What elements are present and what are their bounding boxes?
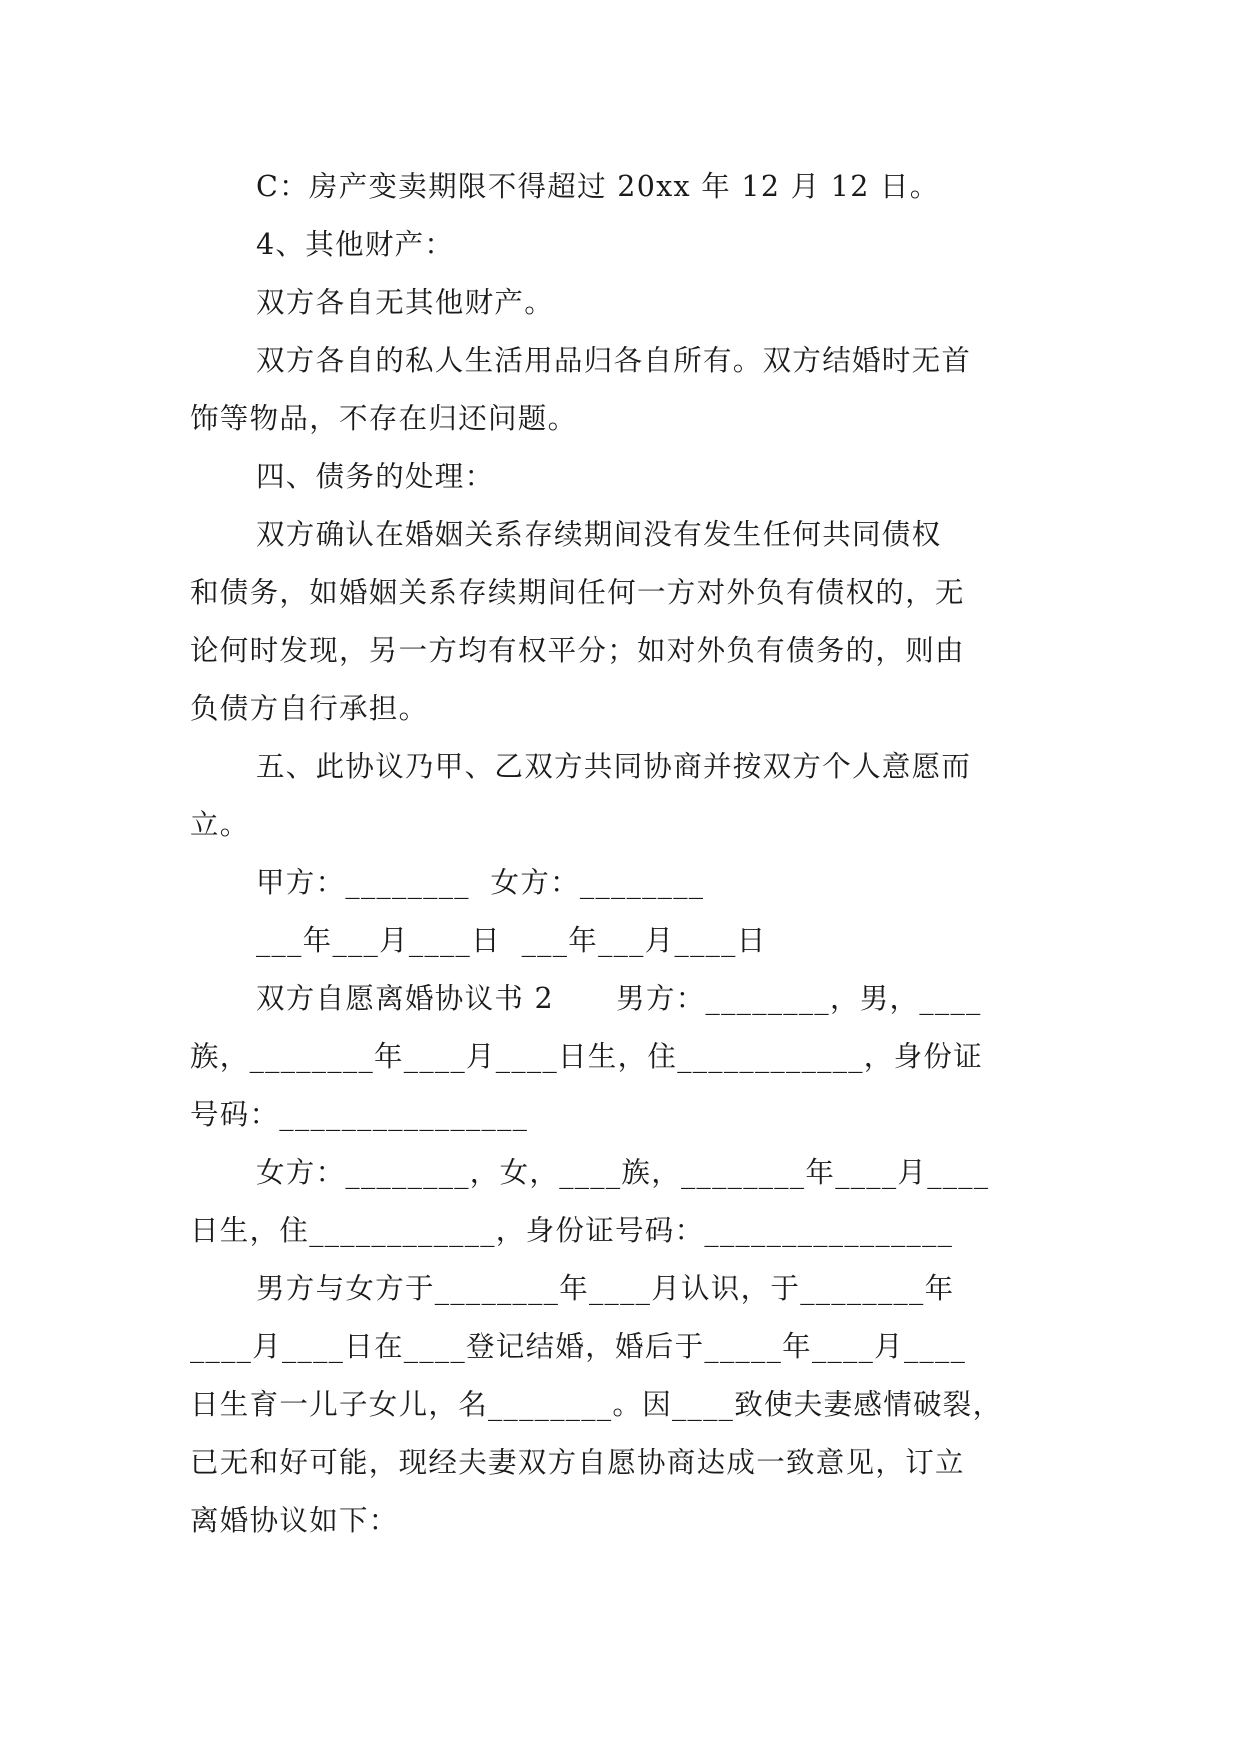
text-line: 女方：________，女，____族，________年____月____ (256, 1156, 990, 1189)
text-line: 和债务，如婚姻关系存续期间任何一方对外负有债权的，无 (190, 576, 965, 609)
text-line: 双方各自无其他财产。 (256, 286, 555, 319)
text-line: 饰等物品，不存在归还问题。 (190, 402, 578, 435)
text-line: 日生，住____________，身份证号码：________________ (190, 1214, 954, 1247)
text-line: 立。 (190, 808, 250, 841)
text-line: C：房产变卖期限不得超过 20xx 年 12 月 12 日。 (256, 170, 940, 203)
text-line: 号码：________________ (190, 1098, 529, 1131)
text-line: 日生育一儿子女儿，名________。因____致使夫妻感情破裂， (190, 1388, 1003, 1421)
text-line: 男方与女方于________年____月认识，于________年 (256, 1272, 955, 1305)
text-line: 已无和好可能，现经夫妻双方自愿协商达成一致意见，订立 (190, 1446, 965, 1479)
text-line: 双方确认在婚姻关系存续期间没有发生任何共同债权 (256, 518, 942, 551)
date-line: ___年___月____日 ___年___月____日 (256, 924, 767, 957)
text-line: ____月____日在____登记结婚，婚后于_____年____月____ (190, 1330, 967, 1363)
text-line: 论何时发现，另一方均有权平分；如对外负有债务的，则由 (190, 634, 965, 667)
section-heading: 五、此协议乃甲、乙双方共同协商并按双方个人意愿而 (256, 750, 972, 783)
text-line: 双方自愿离婚协议书 2 男方：________，男，____ (256, 982, 982, 1015)
text-line: 离婚协议如下： (190, 1504, 399, 1537)
text-line: 负债方自行承担。 (190, 692, 429, 725)
text-line: 双方各自的私人生活用品归各自所有。双方结婚时无首 (256, 344, 972, 377)
text-line: 族，________年____月____日生，住____________，身份证 (190, 1040, 984, 1073)
text-line: 4、其他财产： (256, 228, 455, 261)
document-page (190, 158, 1050, 1550)
section-heading: 四、债务的处理： (256, 460, 495, 493)
signature-line: 甲方：________ 女方：________ (256, 866, 705, 899)
